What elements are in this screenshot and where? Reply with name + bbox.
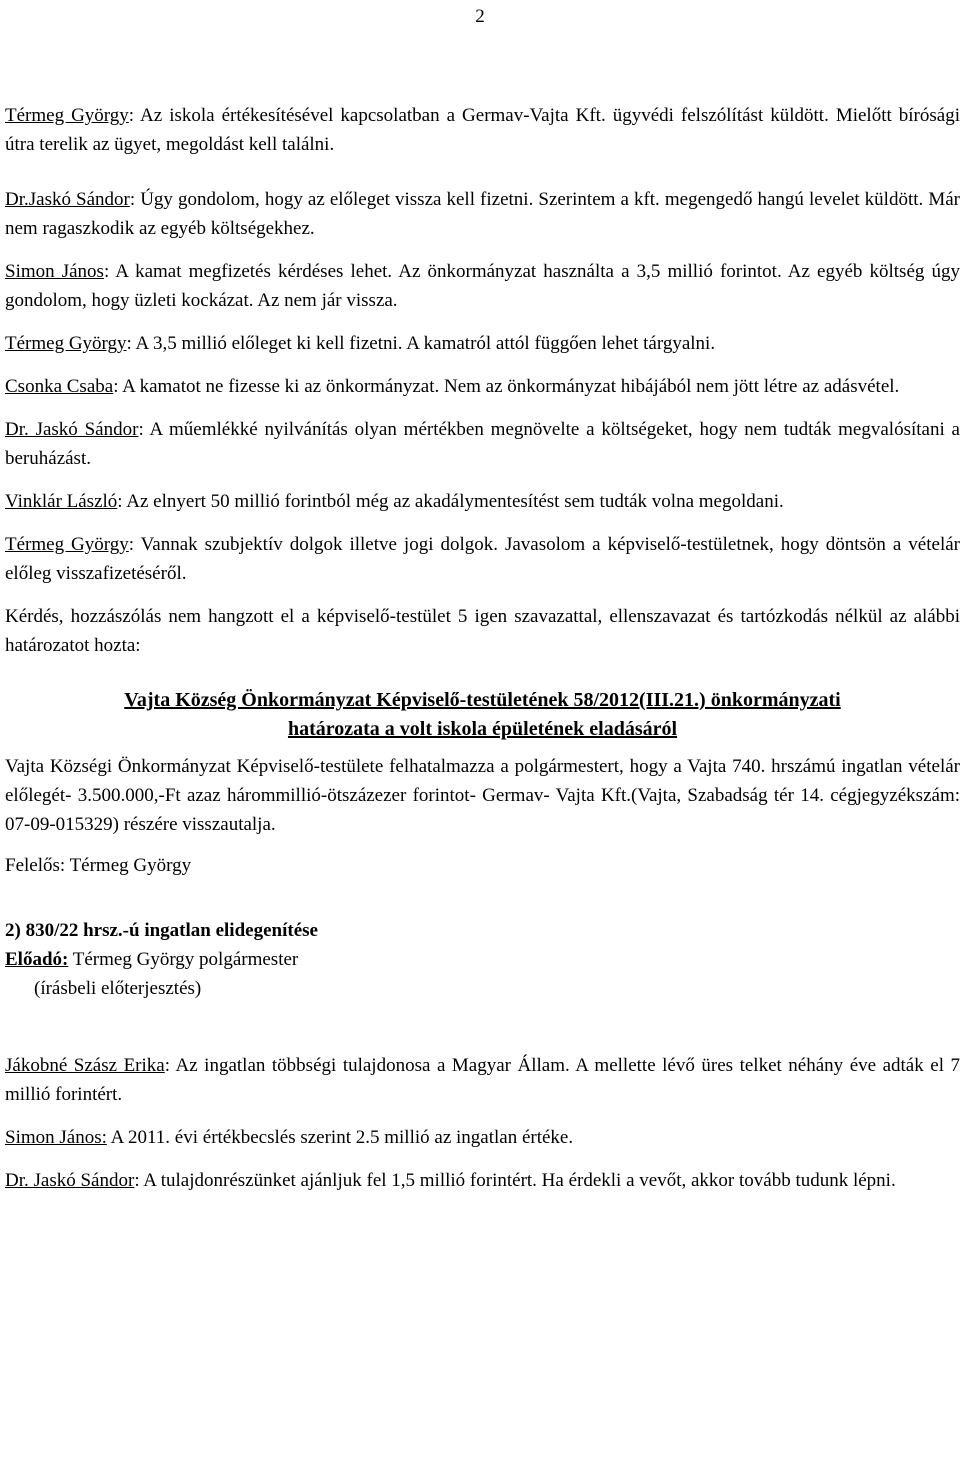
agenda-item-title: 2) 830/22 hrsz.-ú ingatlan elidegenítése	[5, 920, 318, 941]
speaker-name: Simon János:	[5, 1127, 107, 1148]
speaker-name: Dr.Jaskó Sándor	[5, 189, 130, 210]
paragraph-5	[5, 372, 960, 401]
agenda-item	[5, 916, 960, 1003]
decision-responsible: Felelős: Térmeg György	[5, 855, 192, 876]
page-number: 2	[475, 6, 485, 27]
paragraph-4	[5, 329, 960, 358]
speech-text: : Az iskola értékesítésével kapcsolatban a Germav-Vajta Kft. ügyvédi felszólítást küldött. Mielőtt bírósági útra terelik az ügyet, megoldást kell találni.	[5, 105, 960, 155]
speech-text: : A 3,5 millió előleget ki kell fizetni. A kamatról attól függően lehet tárgyalni.	[126, 333, 716, 354]
paragraph-11	[5, 1166, 960, 1195]
decision-title-line-2: határozata a volt iskola épületének eladásáról	[287, 718, 678, 740]
speaker-name: Vinklár László	[5, 491, 118, 512]
paragraph-1	[5, 101, 960, 159]
paragraph-2	[5, 185, 960, 243]
speech-text: : A tulajdonrészünket ajánljuk fel 1,5 millió forintért. Ha érdekli a vevőt, akkor tovább tudunk lépni.	[134, 1170, 896, 1191]
paragraph-7	[5, 487, 960, 516]
agenda-presenter	[5, 945, 960, 974]
decision-body: Vajta Községi Önkormányzat Képviselő-testülete felhatalmazza a polgármestert, hogy a Vajta 740. hrszámú ingatlan vételár előlegét- 3.500.000,-Ft azaz hárommillió-ötszázezer forintot- Germav- Vajta Kft.(Vajta, Szabadság tér 14. cégjegyzékszám: 07-09-015329) részére visszautalja.	[5, 756, 960, 835]
paragraph-6	[5, 415, 960, 473]
speaker-name: Csonka Csaba	[5, 376, 114, 397]
speaker-name: Térmeg György	[5, 105, 129, 126]
paragraph-9	[5, 1051, 960, 1109]
speaker-name: Simon János	[5, 261, 104, 282]
agenda-note: (írásbeli előterjesztés)	[34, 978, 202, 999]
document-body	[5, 101, 960, 1195]
paragraph-3	[5, 257, 960, 315]
speech-text: : Az elnyert 50 millió forintból még az akadálymentesítést sem tudták volna megoldani.	[117, 491, 784, 512]
decision-title-line-1: Vajta Község Önkormányzat Képviselő-testületének 58/2012(III.21.) önkormányzati	[124, 689, 841, 711]
speech-text: : Vannak szubjektív dolgok illetve jogi dolgok. Javasolom a képviselő-testületnek, hogy döntsön a vételár előleg visszafizetéséről.	[5, 534, 960, 584]
speaker-name: Térmeg György	[5, 534, 129, 555]
paragraph-8	[5, 530, 960, 588]
speech-text: A 2011. évi értékbecslés szerint 2.5 millió az ingatlan értéke.	[106, 1127, 574, 1148]
presenter-name: Térmeg György polgármester	[68, 949, 299, 970]
speech-text: : Úgy gondolom, hogy az előleget vissza kell fizetni. Szerintem a kft. megengedő hangú levelet küldött. Már nem ragaszkodik az egyéb költségekhez.	[5, 189, 960, 239]
speaker-name: Dr. Jaskó Sándor	[5, 419, 139, 440]
presenter-label: Előadó:	[5, 949, 69, 970]
decision-block	[5, 686, 960, 880]
paragraph-10	[5, 1123, 960, 1152]
speech-text: : A műemlékké nyilvánítás olyan mértékben megnövelte a költségeket, hogy nem tudták megvalósítani a beruházást.	[5, 419, 960, 469]
speaker-name: Jákobné Szász Erika	[5, 1055, 165, 1076]
speaker-name: Térmeg György	[5, 333, 127, 354]
speech-text: : A kamatot ne fizesse ki az önkormányzat. Nem az önkormányzat hibájából nem jött létre az adásvétel.	[113, 376, 900, 397]
speech-text: : A kamat megfizetés kérdéses lehet. Az önkormányzat használta a 3,5 millió forintot. Az egyéb költség úgy gondolom, hogy üzleti kockázat. Az nem jár vissza.	[5, 261, 960, 311]
speaker-name: Dr. Jaskó Sándor	[5, 1170, 135, 1191]
vote-paragraph: Kérdés, hozzászólás nem hangzott el a képviselő-testület 5 igen szavazattal, ellenszavazat és tartózkodás nélkül az alábbi határozatot hozta:	[5, 606, 960, 656]
speech-text: : Az ingatlan többségi tulajdonosa a Magyar Állam. A mellette lévő üres telket néhány éve adták el 7 millió forintért.	[5, 1055, 960, 1105]
